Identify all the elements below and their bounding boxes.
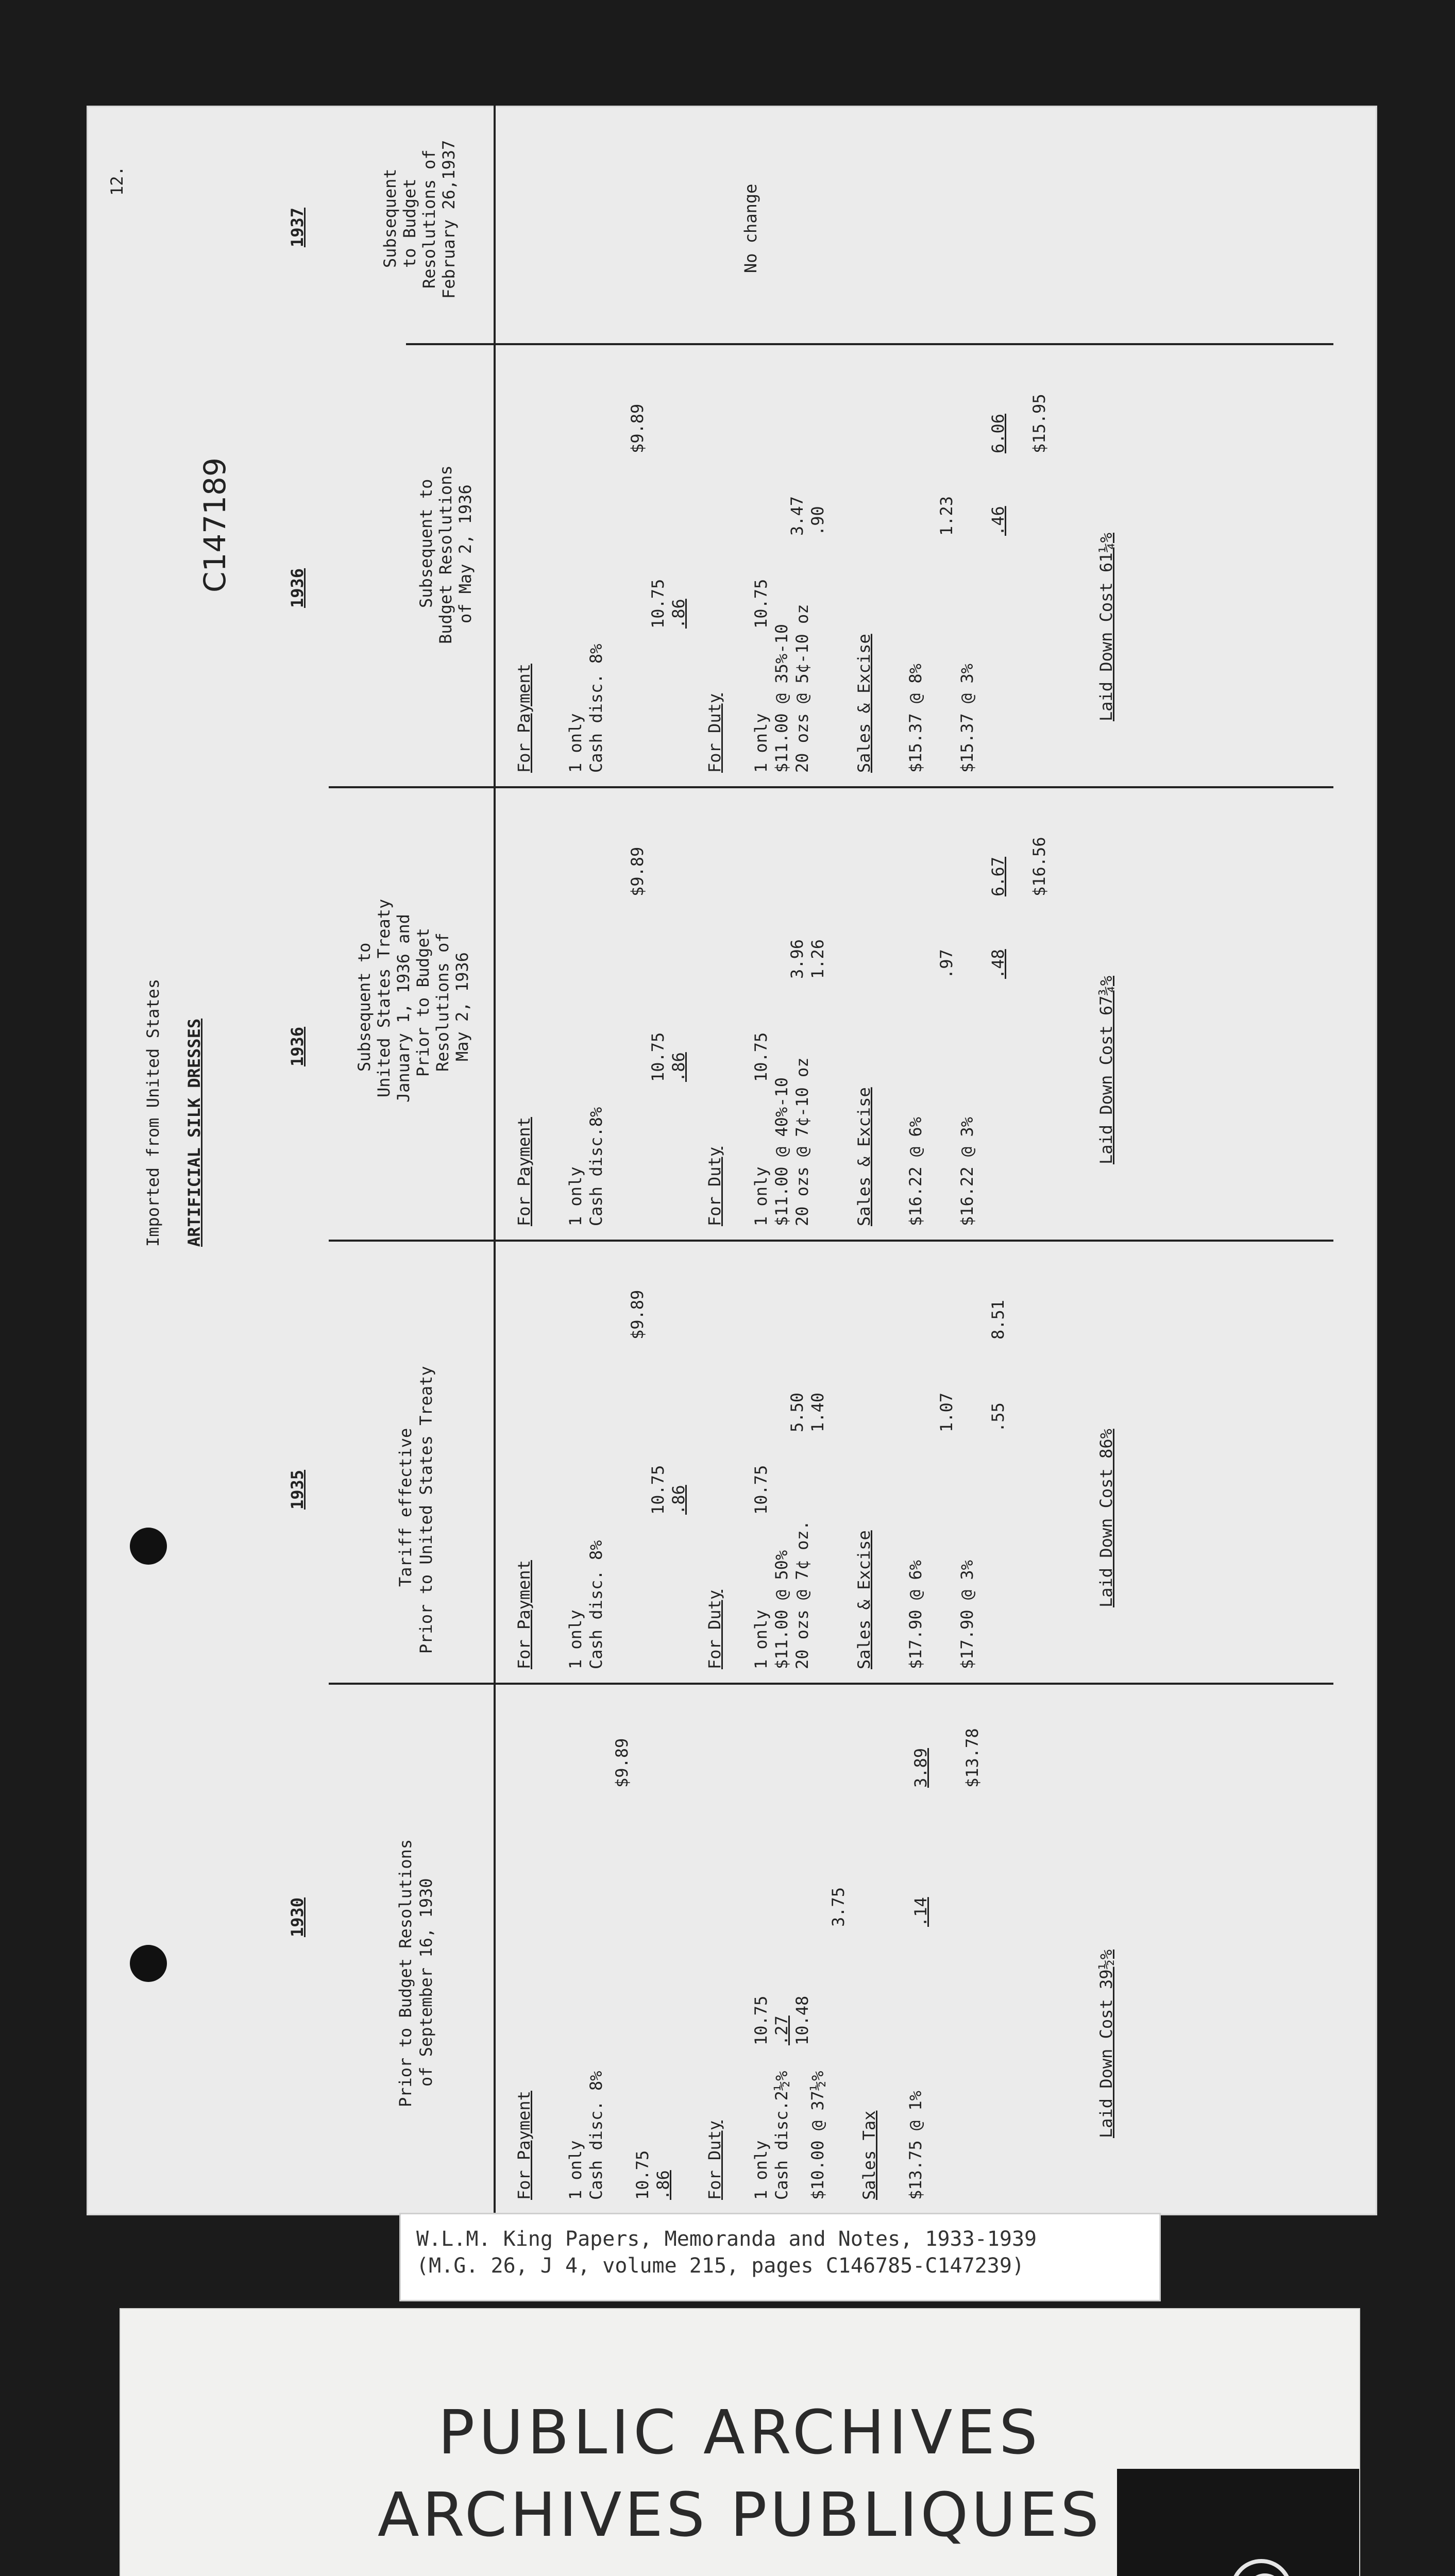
col5-title-4: February 26,1937 bbox=[439, 140, 459, 299]
collection-caption bbox=[399, 2213, 1161, 2301]
col3-d1-label: 1 only bbox=[751, 1166, 771, 1226]
col4-title-2: Budget Resolutions bbox=[436, 465, 455, 644]
col1-p1-label: 1 only bbox=[566, 2140, 585, 2200]
col3-title-6: May 2, 1936 bbox=[452, 952, 472, 1061]
col2-title-1: Tariff effective bbox=[396, 1428, 415, 1587]
stamp-line1: PUBLIC ARCHIVES bbox=[438, 2397, 1042, 2468]
col3-p2-label: Cash disc.8% bbox=[586, 1107, 606, 1226]
col1-p2-label: Cash disc. 8% bbox=[586, 2071, 606, 2200]
col4-p2-total: $9.89 bbox=[628, 403, 647, 453]
col-divider-2 bbox=[329, 1240, 1333, 1242]
col3-title-4: Prior to Budget bbox=[413, 928, 433, 1077]
col3-p1-val: 10.75 bbox=[648, 1032, 668, 1082]
rotated-table bbox=[87, 106, 1377, 2215]
col2-s2-label: $17.90 @ 3% bbox=[957, 1560, 977, 1669]
col4-d3-val: .90 bbox=[808, 506, 827, 536]
archives-logo-icon bbox=[1230, 2559, 1292, 2576]
col4-s1-label: $15.37 @ 8% bbox=[906, 664, 925, 773]
col2-s1-label: $17.90 @ 6% bbox=[906, 1560, 925, 1669]
reference-number: C147189 bbox=[197, 457, 232, 592]
col1-d4-label: $10.00 @ 37½% bbox=[808, 2071, 827, 2200]
col4-s2-sum: 6.06 bbox=[988, 413, 1008, 453]
page-number: 12. bbox=[107, 166, 127, 196]
heading-line2: ARTIFICIAL SILK DRESSES bbox=[184, 1018, 204, 1247]
col4-p1-label: 1 only bbox=[566, 713, 585, 773]
col5-note: No change bbox=[741, 183, 760, 273]
col2-d3-val: 1.40 bbox=[808, 1392, 827, 1432]
col4-for-duty: For Duty bbox=[705, 693, 724, 773]
col1-s1-label: $13.75 @ 1% bbox=[906, 2091, 925, 2200]
header-divider bbox=[494, 106, 496, 2215]
col-divider-1 bbox=[329, 1683, 1333, 1685]
col3-d2-val: 3.96 bbox=[787, 939, 807, 979]
col3-s2-val: .48 bbox=[988, 949, 1008, 979]
col1-d4-val: 3.75 bbox=[828, 1887, 848, 1927]
archives-stamp bbox=[120, 2308, 1360, 2576]
col1-d1-label: 1 only bbox=[751, 2140, 771, 2200]
col3-d2-label: $11.00 @ 40%-10 bbox=[772, 1077, 791, 1226]
year-1937: 1937 bbox=[287, 207, 307, 247]
col2-for-duty: For Duty bbox=[705, 1589, 724, 1669]
col4-d3-label: 20 ozs @ 5¢-10 oz bbox=[792, 604, 812, 773]
col1-title-2: of September 16, 1930 bbox=[416, 1878, 436, 2087]
col4-s2-val: .46 bbox=[988, 506, 1008, 536]
col1-p1-val: 10.75 bbox=[633, 2150, 652, 2200]
year-1936b: 1936 bbox=[287, 568, 307, 608]
col4-p1-val: 10.75 bbox=[648, 579, 668, 629]
col1-title-1: Prior to Budget Resolutions bbox=[396, 1839, 415, 2107]
col4-sales-header: Sales & Excise bbox=[854, 634, 874, 773]
col5-title-2: to Budget bbox=[400, 178, 419, 268]
stamp-line2: ARCHIVES PUBLIQUES bbox=[377, 2479, 1103, 2550]
col3-p2-val: .86 bbox=[669, 1052, 688, 1082]
col1-sales-header: Sales Tax bbox=[859, 2110, 879, 2200]
col3-s2-label: $16.22 @ 3% bbox=[957, 1117, 977, 1226]
col1-d2-val: .27 bbox=[772, 2015, 791, 2045]
col3-laid-down: Laid Down Cost 67¾% bbox=[1096, 975, 1116, 1164]
col3-s1-label: $16.22 @ 6% bbox=[906, 1117, 925, 1226]
col1-d2-label: Cash disc.2½% bbox=[772, 2071, 791, 2200]
col3-title-3: January 1, 1936 and bbox=[394, 913, 413, 1103]
col2-p1-label: 1 only bbox=[566, 1609, 585, 1669]
col4-s1-val: 1.23 bbox=[937, 496, 956, 536]
col1-p2-val: .86 bbox=[653, 2170, 673, 2200]
col3-d3-val: 1.26 bbox=[808, 939, 827, 979]
col2-title-2: Prior to United States Treaty bbox=[416, 1366, 436, 1654]
col2-p2-label: Cash disc. 8% bbox=[586, 1540, 606, 1669]
col2-p2-val: .86 bbox=[669, 1485, 688, 1515]
corner-mark bbox=[1117, 2469, 1359, 2576]
year-1935: 1935 bbox=[287, 1469, 307, 1510]
col2-s2-sum: 8.51 bbox=[988, 1299, 1008, 1340]
col2-laid-down: Laid Down Cost 86% bbox=[1096, 1429, 1116, 1607]
col1-s1-val: .14 bbox=[911, 1897, 930, 1927]
col3-title-5: Resolutions of bbox=[433, 933, 452, 1072]
heading-line1: Imported from United States bbox=[143, 978, 163, 1247]
col4-laid-down: Laid Down Cost 61¼% bbox=[1096, 532, 1116, 721]
col2-for-payment: For Payment bbox=[514, 1560, 534, 1669]
col4-p2-val: .86 bbox=[669, 599, 688, 629]
col3-grand-total: $16.56 bbox=[1029, 837, 1049, 896]
col2-s2-val: .55 bbox=[988, 1402, 1008, 1432]
col3-p1-label: 1 only bbox=[566, 1166, 585, 1226]
col4-d1-val: 10.75 bbox=[751, 579, 771, 629]
col3-s1-val: .97 bbox=[937, 949, 956, 979]
col4-grand-total: $15.95 bbox=[1029, 394, 1049, 453]
col4-for-payment: For Payment bbox=[514, 664, 534, 773]
col2-sales-header: Sales & Excise bbox=[854, 1530, 874, 1669]
col3-d3-label: 20 ozs @ 7¢-10 oz bbox=[792, 1057, 812, 1226]
col4-s2-label: $15.37 @ 3% bbox=[957, 664, 977, 773]
col2-p2-total: $9.89 bbox=[628, 1290, 647, 1340]
col5-title-1: Subsequent bbox=[380, 168, 400, 268]
col3-title-2: United States Treaty bbox=[374, 899, 394, 1097]
col3-title-1: Subsequent to bbox=[354, 942, 374, 1072]
caption-line1: W.L.M. King Papers, Memoranda and Notes, 1933-1939 bbox=[416, 2227, 1037, 2251]
col5-title-3: Resolutions of bbox=[419, 149, 439, 289]
col4-d2-label: $11.00 @ 35%-10 bbox=[772, 624, 791, 773]
col2-d3-label: 20 ozs @ 7¢ oz. bbox=[792, 1520, 812, 1669]
year-1930: 1930 bbox=[287, 1897, 307, 1937]
col1-s1-sum: 3.89 bbox=[911, 1748, 930, 1788]
col1-d1-val: 10.75 bbox=[751, 1995, 771, 2045]
col-divider-3 bbox=[329, 786, 1333, 788]
col1-laid-down: Laid Down Cost 39½% bbox=[1096, 1949, 1116, 2138]
col-divider-4 bbox=[406, 343, 1333, 345]
col3-d1-val: 10.75 bbox=[751, 1032, 771, 1082]
col1-grand-total: $13.78 bbox=[962, 1728, 982, 1788]
col2-d2-label: $11.00 @ 50% bbox=[772, 1550, 791, 1669]
col3-for-payment: For Payment bbox=[514, 1117, 534, 1226]
col1-for-payment: For Payment bbox=[514, 2091, 534, 2200]
col2-d1-val: 10.75 bbox=[751, 1465, 771, 1515]
col1-p2-total: $9.89 bbox=[612, 1738, 632, 1788]
col4-d1-label: 1 only bbox=[751, 713, 771, 773]
col1-d3-val: 10.48 bbox=[792, 1995, 812, 2045]
caption-line2: (M.G. 26, J 4, volume 215, pages C146785-C147239) bbox=[416, 2254, 1025, 2278]
col2-d1-label: 1 only bbox=[751, 1609, 771, 1669]
col2-p1-val: 10.75 bbox=[648, 1465, 668, 1515]
col2-s1-val: 1.07 bbox=[937, 1392, 956, 1432]
col4-title-3: of May 2, 1936 bbox=[455, 484, 475, 623]
col2-d2-val: 5.50 bbox=[787, 1392, 807, 1432]
col3-sales-header: Sales & Excise bbox=[854, 1087, 874, 1226]
col3-s2-sum: 6.67 bbox=[988, 856, 1008, 896]
col3-for-duty: For Duty bbox=[705, 1146, 724, 1226]
memo-sheet bbox=[87, 106, 1377, 2215]
col4-title-1: Subsequent to bbox=[416, 479, 436, 608]
year-1936a: 1936 bbox=[287, 1026, 307, 1066]
col1-for-duty: For Duty bbox=[705, 2120, 724, 2200]
col3-p2-total: $9.89 bbox=[628, 846, 647, 896]
col4-d2-val: 3.47 bbox=[787, 496, 807, 536]
col4-p2-label: Cash disc. 8% bbox=[586, 643, 606, 773]
